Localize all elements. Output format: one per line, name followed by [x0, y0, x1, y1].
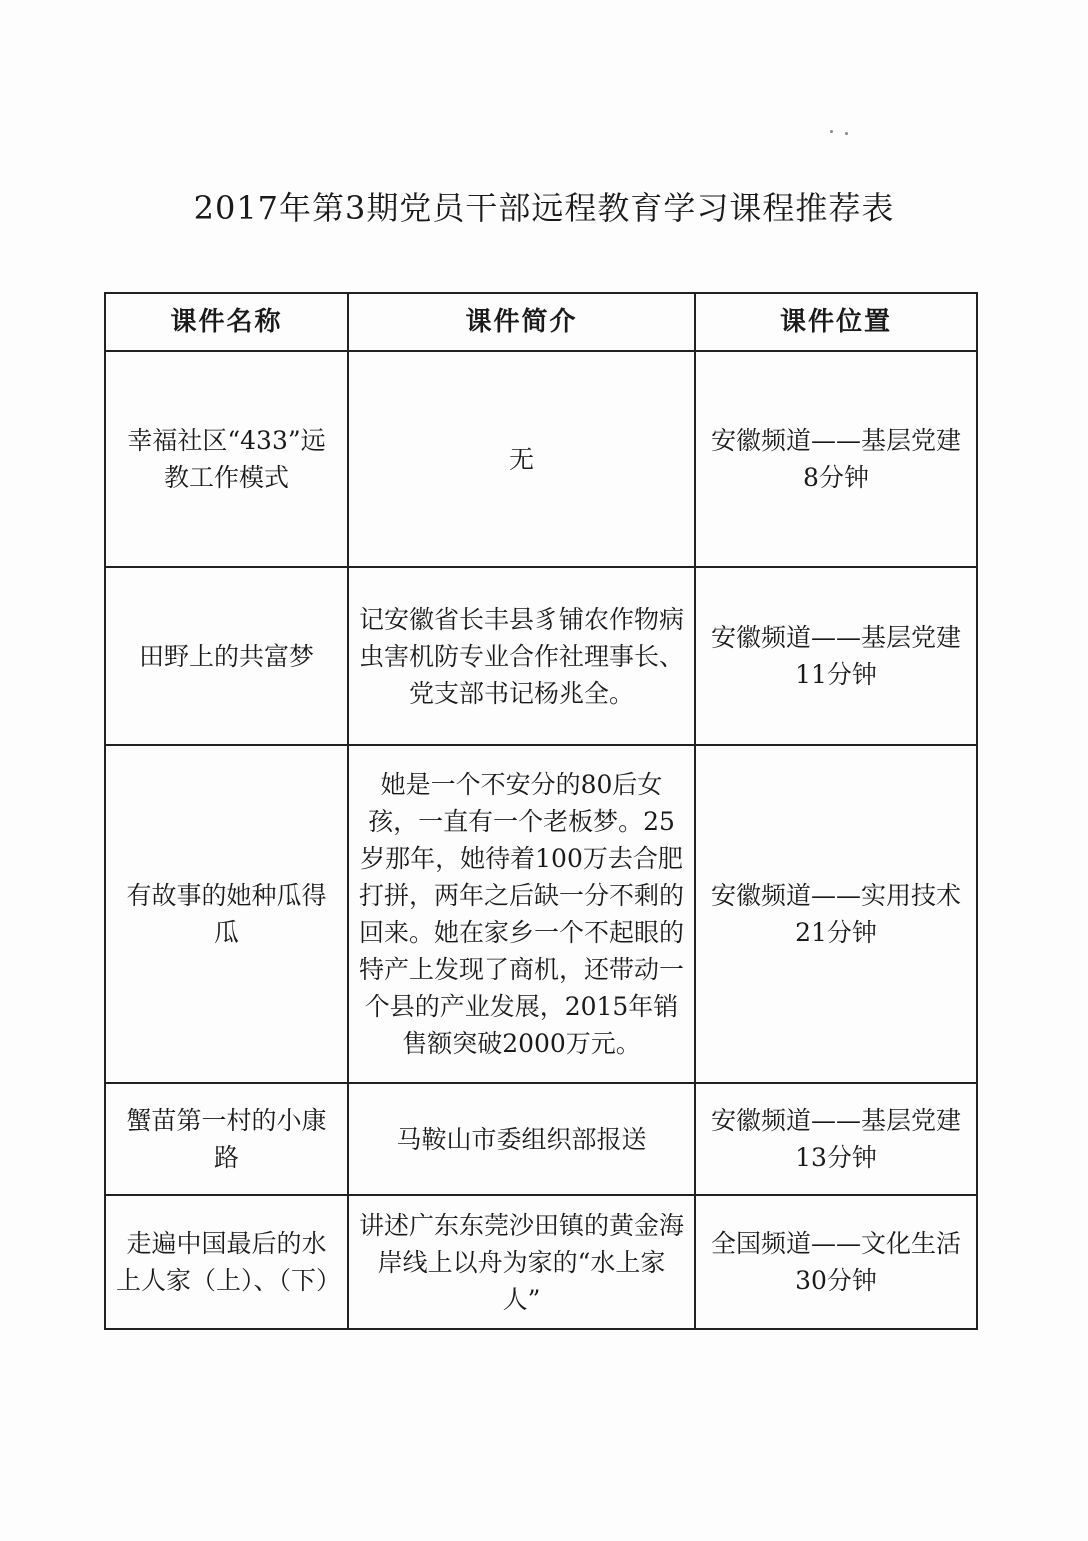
course-name-cell: 走遍中国最后的水上人家（上）、（下） — [105, 1195, 348, 1329]
header-course-intro: 课件简介 — [348, 293, 695, 351]
course-table — [104, 292, 978, 1330]
table-row — [105, 1083, 977, 1195]
course-intro-cell: 无 — [348, 351, 695, 567]
course-duration: 21分钟 — [795, 918, 877, 947]
course-channel: 全国频道——文化生活 — [710, 1229, 961, 1258]
course-channel: 安徽频道——基层党建 — [710, 1106, 961, 1135]
table-row — [105, 745, 977, 1083]
course-name-cell: 有故事的她种瓜得瓜 — [105, 745, 348, 1083]
table-header-row — [105, 293, 977, 351]
course-location-cell — [695, 567, 977, 745]
table-row — [105, 567, 977, 745]
document-title: 2017年第3期党员干部远程教育学习课程推荐表 — [193, 189, 895, 227]
table-row — [105, 351, 977, 567]
scan-speck — [830, 130, 833, 133]
course-intro-cell: 她是一个不安分的80后女孩，一直有一个老板梦。25岁那年，她待着100万去合肥打拼，两年之后缺一分不剩的回来。她在家乡一个不起眼的特产上发现了商机，还带动一个县的产业发展，2015年销售额突破2000万元。 — [348, 745, 695, 1083]
course-duration: 13分钟 — [795, 1143, 877, 1172]
course-channel: 安徽频道——基层党建 — [710, 426, 961, 455]
course-location-cell — [695, 1083, 977, 1195]
course-channel: 安徽频道——实用技术 — [710, 881, 961, 910]
header-course-location: 课件位置 — [695, 293, 977, 351]
course-location-cell — [695, 745, 977, 1083]
course-name-cell: 蟹苗第一村的小康路 — [105, 1083, 348, 1195]
course-name-cell: 幸福社区“433”远教工作模式 — [105, 351, 348, 567]
course-intro-cell: 记安徽省长丰县豸铺农作物病虫害机防专业合作社理事长、党支部书记杨兆全。 — [348, 567, 695, 745]
table-row — [105, 1195, 977, 1329]
scan-speck — [845, 132, 848, 135]
course-location-cell — [695, 1195, 977, 1329]
course-channel: 安徽频道——基层党建 — [710, 623, 961, 652]
header-course-name: 课件名称 — [105, 293, 348, 351]
course-duration: 8分钟 — [803, 463, 869, 492]
course-duration: 30分钟 — [795, 1266, 877, 1295]
course-intro-cell: 马鞍山市委组织部报送 — [348, 1083, 695, 1195]
course-name-cell: 田野上的共富梦 — [105, 567, 348, 745]
course-duration: 11分钟 — [795, 660, 877, 689]
course-intro-cell: 讲述广东东莞沙田镇的黄金海岸线上以舟为家的“水上家人” — [348, 1195, 695, 1329]
course-location-cell — [695, 351, 977, 567]
